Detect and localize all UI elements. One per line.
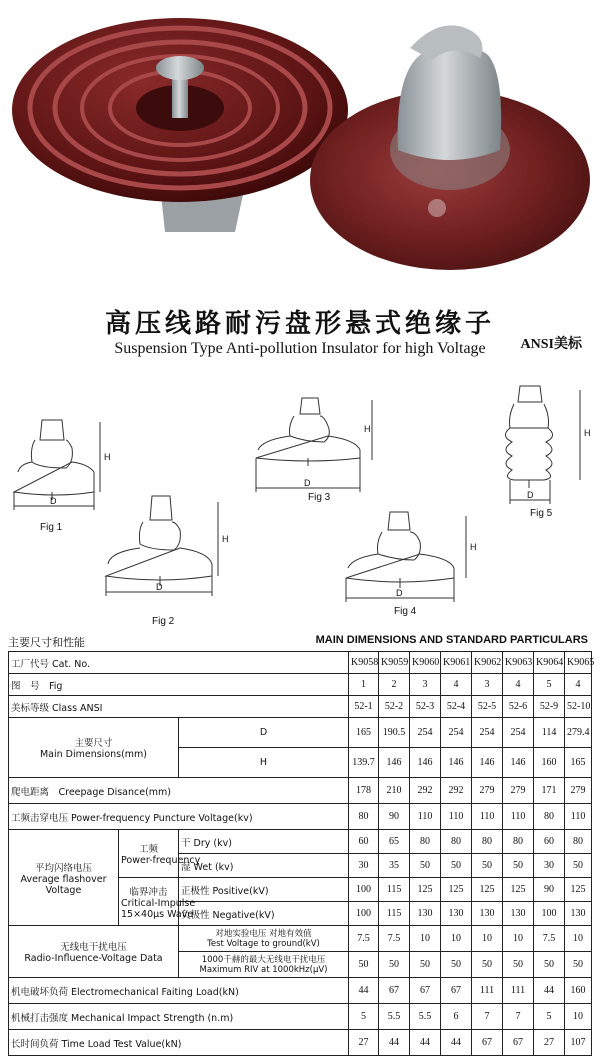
- table-cell: 125: [441, 878, 472, 902]
- table-cell: 10: [503, 926, 534, 952]
- table-cell: 114: [534, 718, 565, 748]
- title-english: Suspension Type Anti-pollution Insulator for high Voltage: [114, 340, 486, 357]
- table-cell: 160: [534, 748, 565, 778]
- fig5-h: H: [584, 428, 591, 438]
- negative-label: 负极性 Negative(kV): [179, 902, 349, 926]
- table-cell: Average flashover: [20, 873, 107, 885]
- critical-impulse-label: [119, 878, 196, 926]
- table-cell: 35: [379, 854, 410, 878]
- table-cell: K9061: [441, 652, 472, 674]
- standard-badge: ANSI美标: [520, 337, 582, 352]
- table-cell: 146: [503, 748, 534, 778]
- table-cell: 125: [472, 878, 503, 902]
- table-cell: 279: [565, 778, 592, 804]
- table-cell: 50: [534, 952, 565, 978]
- table-cell: 4: [503, 674, 534, 696]
- fig1-h: H: [104, 452, 111, 462]
- table-cell: 165: [565, 748, 592, 778]
- table-cell: 4: [441, 674, 472, 696]
- table-cell: 10: [565, 926, 592, 952]
- fig5-label: Fig 5: [530, 508, 553, 519]
- table-cell: 5: [534, 674, 565, 696]
- table-cell: K9063: [503, 652, 534, 674]
- table-cell: 279: [503, 778, 534, 804]
- table-cell: 80: [441, 830, 472, 854]
- table-row: [9, 830, 592, 854]
- table-cell: 50: [441, 952, 472, 978]
- table-cell: 139.7: [349, 748, 379, 778]
- table-cell: 80: [410, 830, 441, 854]
- table-cell: 130: [441, 902, 472, 926]
- table-cell: Critical-Impulse: [121, 897, 196, 909]
- fig-label: 图 号 Fig: [9, 674, 349, 696]
- table-cell: 146: [441, 748, 472, 778]
- table-cell: 27: [349, 1030, 379, 1056]
- table-cell: 115: [379, 878, 410, 902]
- fig2-label: Fig 2: [152, 616, 175, 627]
- fig2-d: D: [156, 582, 163, 592]
- table-cell: 254: [472, 718, 503, 748]
- table-cell: 50: [565, 952, 592, 978]
- table-cell: 100: [349, 902, 379, 926]
- table-cell: 50: [472, 952, 503, 978]
- table-cell: 50: [379, 952, 410, 978]
- table-cell: 工频: [138, 844, 158, 855]
- table-cell: K9062: [472, 652, 503, 674]
- section-title-english: MAIN DIMENSIONS AND STANDARD PARTICULARS: [315, 634, 588, 646]
- table-cell: 67: [472, 1030, 503, 1056]
- table-cell: 130: [472, 902, 503, 926]
- table-cell: 111: [503, 978, 534, 1004]
- table-cell: 67: [441, 978, 472, 1004]
- table-cell: 52-4: [441, 696, 472, 718]
- table-cell: 3: [472, 674, 503, 696]
- table-cell: 44: [410, 1030, 441, 1056]
- table-cell: 7.5: [379, 926, 410, 952]
- table-cell: 50: [503, 952, 534, 978]
- table-cell: 107: [565, 1030, 592, 1056]
- title-chinese: 高压线路耐污盘形悬式绝缘子: [104, 309, 495, 339]
- fig1-d: D: [50, 496, 57, 506]
- table-row: [9, 718, 592, 748]
- catno-label: 工厂代号 Cat. No.: [9, 652, 349, 674]
- table-cell: 90: [534, 878, 565, 902]
- table-cell: 80: [472, 830, 503, 854]
- right-insulator: [310, 25, 590, 270]
- table-cell: 80: [534, 804, 565, 830]
- table-cell: Maximum RIV at 1000kHz(μV): [199, 964, 328, 975]
- table-cell: 10: [472, 926, 503, 952]
- spec-table: [8, 651, 595, 1056]
- table-cell: 7.5: [534, 926, 565, 952]
- table-cell: K9060: [410, 652, 441, 674]
- table-cell: 210: [379, 778, 410, 804]
- main-dim-label: [9, 718, 179, 778]
- table-cell: 292: [410, 778, 441, 804]
- table-cell: 2: [379, 674, 410, 696]
- h-label: H: [179, 748, 349, 778]
- table-row: [9, 778, 592, 804]
- electromechanical-label: 机电破坏负荷 Electromechanical Faiting Load(kN): [9, 978, 349, 1004]
- table-cell: 5.5: [379, 1004, 410, 1030]
- table-row: [9, 674, 592, 696]
- table-cell: 44: [379, 1030, 410, 1056]
- table-cell: Power-frequency: [121, 855, 201, 866]
- table-cell: 254: [410, 718, 441, 748]
- time-load-label: 长时间负荷 Time Load Test Value(kN): [9, 1030, 349, 1056]
- table-cell: 7.5: [349, 926, 379, 952]
- fig2-h: H: [222, 534, 229, 544]
- table-cell: 6: [441, 1004, 472, 1030]
- fig4-drawing: [346, 512, 466, 602]
- flashover-label: [9, 830, 119, 926]
- table-cell: 254: [503, 718, 534, 748]
- table-cell: 10: [565, 1004, 592, 1030]
- table-cell: 160: [565, 978, 592, 1004]
- table-cell: 130: [410, 902, 441, 926]
- table-cell: 115: [379, 902, 410, 926]
- table-cell: 52-10: [565, 696, 592, 718]
- table-cell: 110: [410, 804, 441, 830]
- fig4-label: Fig 4: [394, 606, 417, 617]
- table-cell: 10: [441, 926, 472, 952]
- table-cell: 125: [565, 878, 592, 902]
- table-cell: 5: [534, 1004, 565, 1030]
- table-cell: 50: [410, 952, 441, 978]
- table-cell: 279: [472, 778, 503, 804]
- table-cell: 44: [349, 978, 379, 1004]
- table-row: [9, 652, 592, 674]
- table-cell: 178: [349, 778, 379, 804]
- table-cell: 50: [441, 854, 472, 878]
- table-cell: 111: [472, 978, 503, 1004]
- table-cell: 67: [503, 1030, 534, 1056]
- table-cell: 44: [441, 1030, 472, 1056]
- fig1-drawing: [14, 420, 100, 510]
- table-cell: 4: [565, 674, 592, 696]
- table-cell: Main Dimensions(mm): [39, 749, 148, 760]
- table-cell: 110: [565, 804, 592, 830]
- table-cell: 110: [503, 804, 534, 830]
- table-cell: 52-1: [349, 696, 379, 718]
- fig4-h: H: [470, 542, 477, 552]
- table-cell: 15×40μs Wave: [121, 908, 194, 920]
- table-cell: 3: [410, 674, 441, 696]
- table-cell: 52-9: [534, 696, 565, 718]
- table-cell: 67: [379, 978, 410, 1004]
- table-row: [9, 1030, 592, 1056]
- table-cell: 临界冲击: [129, 886, 168, 898]
- table-row: [9, 926, 592, 952]
- table-cell: 10: [410, 926, 441, 952]
- class-label: 美标等级 Class ANSI: [9, 696, 349, 718]
- table-cell: 50: [410, 854, 441, 878]
- table-row: [9, 1004, 592, 1030]
- table-row: [9, 696, 592, 718]
- table-cell: 279.4: [565, 718, 592, 748]
- fig4-d: D: [396, 588, 403, 598]
- fig1-label: Fig 1: [40, 522, 63, 533]
- table-cell: 7: [503, 1004, 534, 1030]
- table-cell: K9064: [534, 652, 565, 674]
- table-cell: 30: [534, 854, 565, 878]
- table-row: [9, 804, 592, 830]
- fig2-drawing: [106, 496, 218, 596]
- table-cell: 52-6: [503, 696, 534, 718]
- max-riv-label: [179, 952, 349, 978]
- table-cell: 65: [379, 830, 410, 854]
- table-cell: 5.5: [410, 1004, 441, 1030]
- table-cell: 171: [534, 778, 565, 804]
- fig3-label: Fig 3: [308, 492, 331, 503]
- table-cell: 对地实验电压 对地有效值: [215, 928, 312, 939]
- table-cell: 50: [503, 854, 534, 878]
- table-cell: 80: [503, 830, 534, 854]
- table-cell: 165: [349, 718, 379, 748]
- riv-label: [9, 926, 179, 978]
- d-label: D: [179, 718, 349, 748]
- dry-label: 干 Dry (kv): [179, 830, 349, 854]
- table-cell: 80: [349, 804, 379, 830]
- wet-label: 湿 Wet (kv): [179, 854, 349, 878]
- positive-label: 正极性 Positive(kV): [179, 878, 349, 902]
- table-cell: 52-5: [472, 696, 503, 718]
- table-cell: Test Voltage to ground(kV): [207, 938, 320, 949]
- fig3-d: D: [304, 478, 311, 488]
- table-cell: 100: [534, 902, 565, 926]
- left-insulator: [12, 18, 348, 232]
- table-cell: 1: [349, 674, 379, 696]
- table-cell: 146: [410, 748, 441, 778]
- table-cell: Voltage: [45, 884, 82, 896]
- table-cell: 无线电干扰电压: [60, 942, 127, 953]
- fig5-drawing: [505, 386, 580, 504]
- table-cell: 60: [534, 830, 565, 854]
- table-cell: 30: [349, 854, 379, 878]
- table-cell: 125: [410, 878, 441, 902]
- fig3-h: H: [364, 424, 371, 434]
- table-cell: K9059: [379, 652, 410, 674]
- table-cell: Radio-Influence-Voltage Data: [24, 953, 163, 964]
- table-cell: 110: [472, 804, 503, 830]
- table-cell: 50: [472, 854, 503, 878]
- impact-label: 机械打击强度 Mechanical Impact Strength (n.m): [9, 1004, 349, 1030]
- dimension-figures: [0, 380, 600, 635]
- table-cell: 67: [410, 978, 441, 1004]
- table-cell: 146: [379, 748, 410, 778]
- table-cell: 90: [379, 804, 410, 830]
- table-cell: 110: [441, 804, 472, 830]
- puncture-label: 工频击穿电压 Power-frequency Puncture Voltage(kv): [9, 804, 349, 830]
- table-cell: 52-3: [410, 696, 441, 718]
- table-row: [9, 978, 592, 1004]
- table-cell: K9058: [349, 652, 379, 674]
- section-title-chinese: 主要尺寸和性能: [8, 636, 85, 649]
- table-cell: 254: [441, 718, 472, 748]
- table-cell: 50: [565, 854, 592, 878]
- fig3-drawing: [256, 398, 372, 492]
- table-cell: 52-2: [379, 696, 410, 718]
- table-cell: 27: [534, 1030, 565, 1056]
- table-cell: 190.5: [379, 718, 410, 748]
- test-voltage-label: [179, 926, 349, 952]
- table-cell: 平均闪络电压: [34, 862, 92, 874]
- table-cell: 主要尺寸: [74, 738, 113, 749]
- table-cell: 7: [472, 1004, 503, 1030]
- table-cell: 146: [472, 748, 503, 778]
- power-frequency-label: [119, 830, 201, 878]
- table-cell: 1000千赫的最大无线电干扰电压: [201, 954, 326, 965]
- table-cell: 80: [565, 830, 592, 854]
- table-cell: K9065: [565, 652, 592, 674]
- table-cell: 130: [565, 902, 592, 926]
- table-cell: 50: [349, 952, 379, 978]
- table-cell: 100: [349, 878, 379, 902]
- creepage-label: 爬电距离 Creepage Disance(mm): [9, 778, 349, 804]
- table-cell: 44: [534, 978, 565, 1004]
- table-cell: 130: [503, 902, 534, 926]
- product-photo: [0, 0, 600, 290]
- table-cell: 5: [349, 1004, 379, 1030]
- table-cell: 125: [503, 878, 534, 902]
- table-cell: 292: [441, 778, 472, 804]
- fig5-d: D: [527, 490, 534, 500]
- table-cell: 60: [349, 830, 379, 854]
